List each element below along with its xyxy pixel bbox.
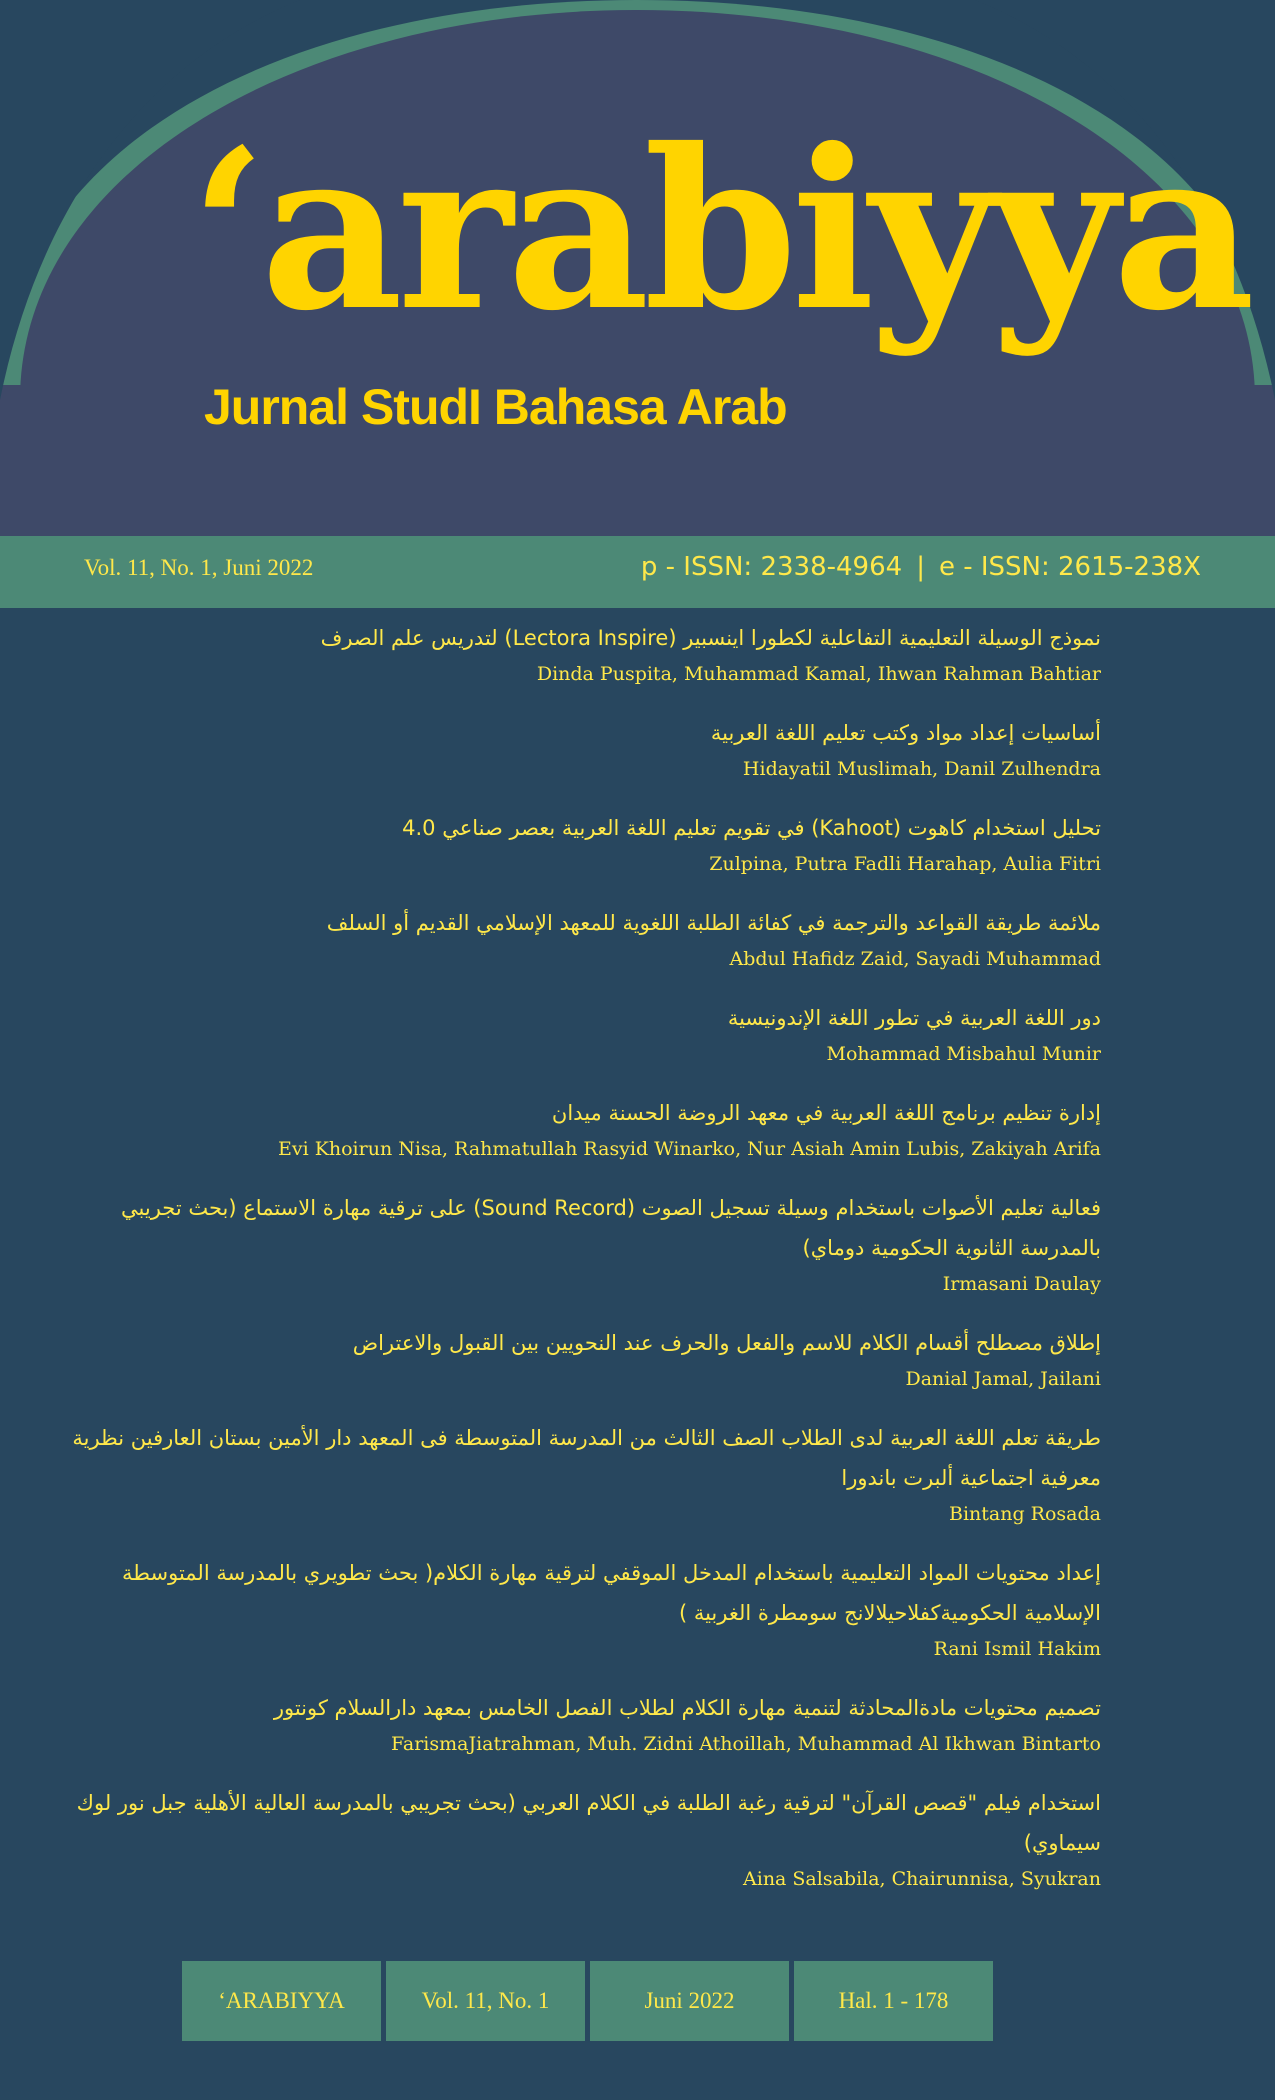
article-authors: Irmasani Daulay — [942, 1273, 1101, 1295]
footer-date: Juni 2022 — [590, 1961, 789, 2041]
volume-issue: Vol. 11, No. 1, Juni 2022 — [84, 555, 314, 580]
article-title: إطلاق مصطلح أقسام الكلام للاسم والفعل والحرف عند النحويين بين القبول والاعتراض — [352, 1331, 1101, 1355]
article-authors: Abdul Hafidz Zaid, Sayadi Muhammad — [729, 948, 1101, 970]
issn-separator: | — [916, 552, 925, 582]
issn-line — [641, 552, 1201, 582]
footer-pages: Hal. 1 - 178 — [794, 1961, 993, 2041]
article-title: دور اللغة العربية في تطور اللغة الإندونيسية — [727, 1006, 1101, 1030]
toc-entry — [66, 1688, 1101, 1760]
article-title: إعداد محتويات المواد التعليمية باستخدام المدخل الموقفي لترقية مهارة الكلام( بحث تطويري بالمدرسة المتوسطة الإسلامية الحكوميةكفلاحيلالانج سومطرة الغربية ) — [122, 1561, 1101, 1625]
e-issn: e - ISSN: 2615-238X — [938, 552, 1201, 582]
article-authors: Bintang Rosada — [949, 1503, 1101, 1525]
toc-entry — [66, 1418, 1101, 1530]
article-authors: Mohammad Misbahul Munir — [826, 1043, 1101, 1065]
toc-entry — [66, 618, 1101, 690]
article-title: استخدام فيلم "قصص القرآن" لترقية رغبة الطلبة في الكلام العربي (بحث تجريبي بالمدرسة العالية الأهلية جبل نور لوك سيماوي) — [76, 1791, 1101, 1855]
footer-journal-name: ‘ARABIYYA — [182, 1961, 381, 2041]
toc-entry — [66, 903, 1101, 975]
article-authors: Aina Salsabila, Chairunnisa, Syukran — [743, 1868, 1101, 1890]
table-of-contents — [66, 618, 1101, 1918]
toc-entry — [66, 1783, 1101, 1895]
article-title: إدارة تنظيم برنامج اللغة العربية في معهد الروضة الحسنة ميدان — [551, 1101, 1101, 1125]
article-authors: Evi Khoirun Nisa, Rahmatullah Rasyid Winarko, Nur Asiah Amin Lubis, Zakiyah Arifa — [277, 1138, 1101, 1160]
footer-info-bar — [182, 1961, 993, 2041]
toc-entry — [66, 1188, 1101, 1300]
article-title: نموذج الوسيلة التعليمية التفاعلية لكطورا اينسبير (Lectora Inspire) لتدريس علم الصرف — [320, 626, 1101, 650]
article-title: طريقة تعلم اللغة العربية لدى الطلاب الصف الثالث من المدرسة المتوسطة فى المعهد دار الأمين بستان العارفين نظرية معرفية اجتماعية ألبرت باندورا — [72, 1426, 1101, 1490]
article-authors: Dinda Puspita, Muhammad Kamal, Ihwan Rahman Bahtiar — [536, 663, 1101, 685]
toc-entry — [66, 808, 1101, 880]
journal-subtitle: Jurnal StudI Bahasa Arab — [204, 379, 787, 435]
toc-entry — [66, 1093, 1101, 1165]
article-authors: Danial Jamal, Jailani — [905, 1368, 1101, 1390]
toc-entry — [66, 713, 1101, 785]
article-title: تحليل استخدام كاهوت (Kahoot) في تقويم تعليم اللغة العربية بعصر صناعي 4.0 — [402, 816, 1101, 840]
article-authors: Zulpina, Putra Fadli Harahap, Aulia Fitri — [709, 853, 1101, 875]
article-authors: Hidayatil Muslimah, Danil Zulhendra — [742, 758, 1101, 780]
article-authors: Rani Ismil Hakim — [933, 1638, 1101, 1660]
article-title: تصميم محتويات مادةالمحادثة لتنمية مهارة الكلام لطلاب الفصل الخامس بمعهد دارالسلام كونتور — [273, 1696, 1101, 1720]
article-title: ملائمة طريقة القواعد والترجمة في كفائة الطلبة اللغوية للمعهد الإسلامي القديم أو السلف — [326, 911, 1101, 935]
journal-logo: ‘arabiyya — [190, 100, 1250, 359]
p-issn: p - ISSN: 2338-4964 — [640, 552, 903, 582]
toc-entry — [66, 1553, 1101, 1665]
footer-volume: Vol. 11, No. 1 — [386, 1961, 585, 2041]
toc-entry — [66, 998, 1101, 1070]
article-authors: FarismaJiatrahman, Muh. Zidni Athoillah, Muhammad Al Ikhwan Bintarto — [391, 1733, 1101, 1755]
article-title: أساسيات إعداد مواد وكتب تعليم اللغة العربية — [710, 721, 1101, 745]
toc-entry — [66, 1323, 1101, 1395]
article-title: فعالية تعليم الأصوات باستخدام وسيلة تسجيل الصوت (Sound Record) على ترقية مهارة الاستماع (بحث تجريبي بالمدرسة الثانوية الحكومية دوماي) — [121, 1196, 1101, 1260]
